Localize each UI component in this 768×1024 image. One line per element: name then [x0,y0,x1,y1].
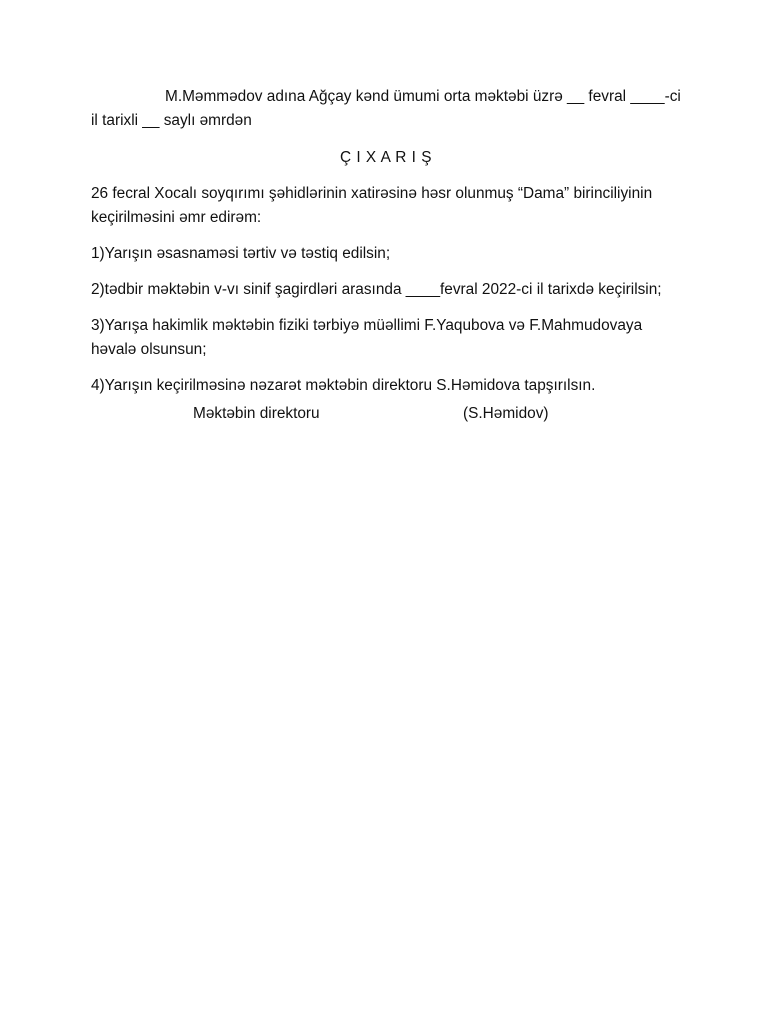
order-item-2: 2)tədbir məktəbin v-vı sinif şagirdləri arasında ____fevral 2022-ci il tarixdə keçirilsin; [91,281,662,298]
order-item-1: 1)Yarışın əsasnaməsi tərtiv və təstiq edilsin; [91,245,391,262]
signature-line [91,402,681,426]
document-body [91,85,686,426]
order-item-3: 3)Yarışa hakimlik məktəbin fiziki tərbiyə müəllimi F.Yaqubova və F.Mahmudovaya həvalə olsunsun; [91,317,647,358]
intro-paragraph: 26 fecral Xocalı soyqırımı şəhidlərinin xatirəsinə həsr olunmuş “Dama” birinciliyinin keçirilməsini əmr edirəm: [91,185,657,226]
signature-name: (S.Həmidov) [463,405,549,422]
order-item-4: 4)Yarışın keçirilməsinə nəzarət məktəbin direktoru S.Həmidova tapşırılsın. [91,377,596,394]
order-header: M.Məmmədov adına Ağçay kənd ümumi orta məktəbi üzrə __ fevral ____-ci il tarixli __ saylı əmrdən [91,88,686,129]
document-title: Ç I X A R I Ş [339,149,433,166]
signature-title: Məktəbin direktoru [193,405,320,422]
